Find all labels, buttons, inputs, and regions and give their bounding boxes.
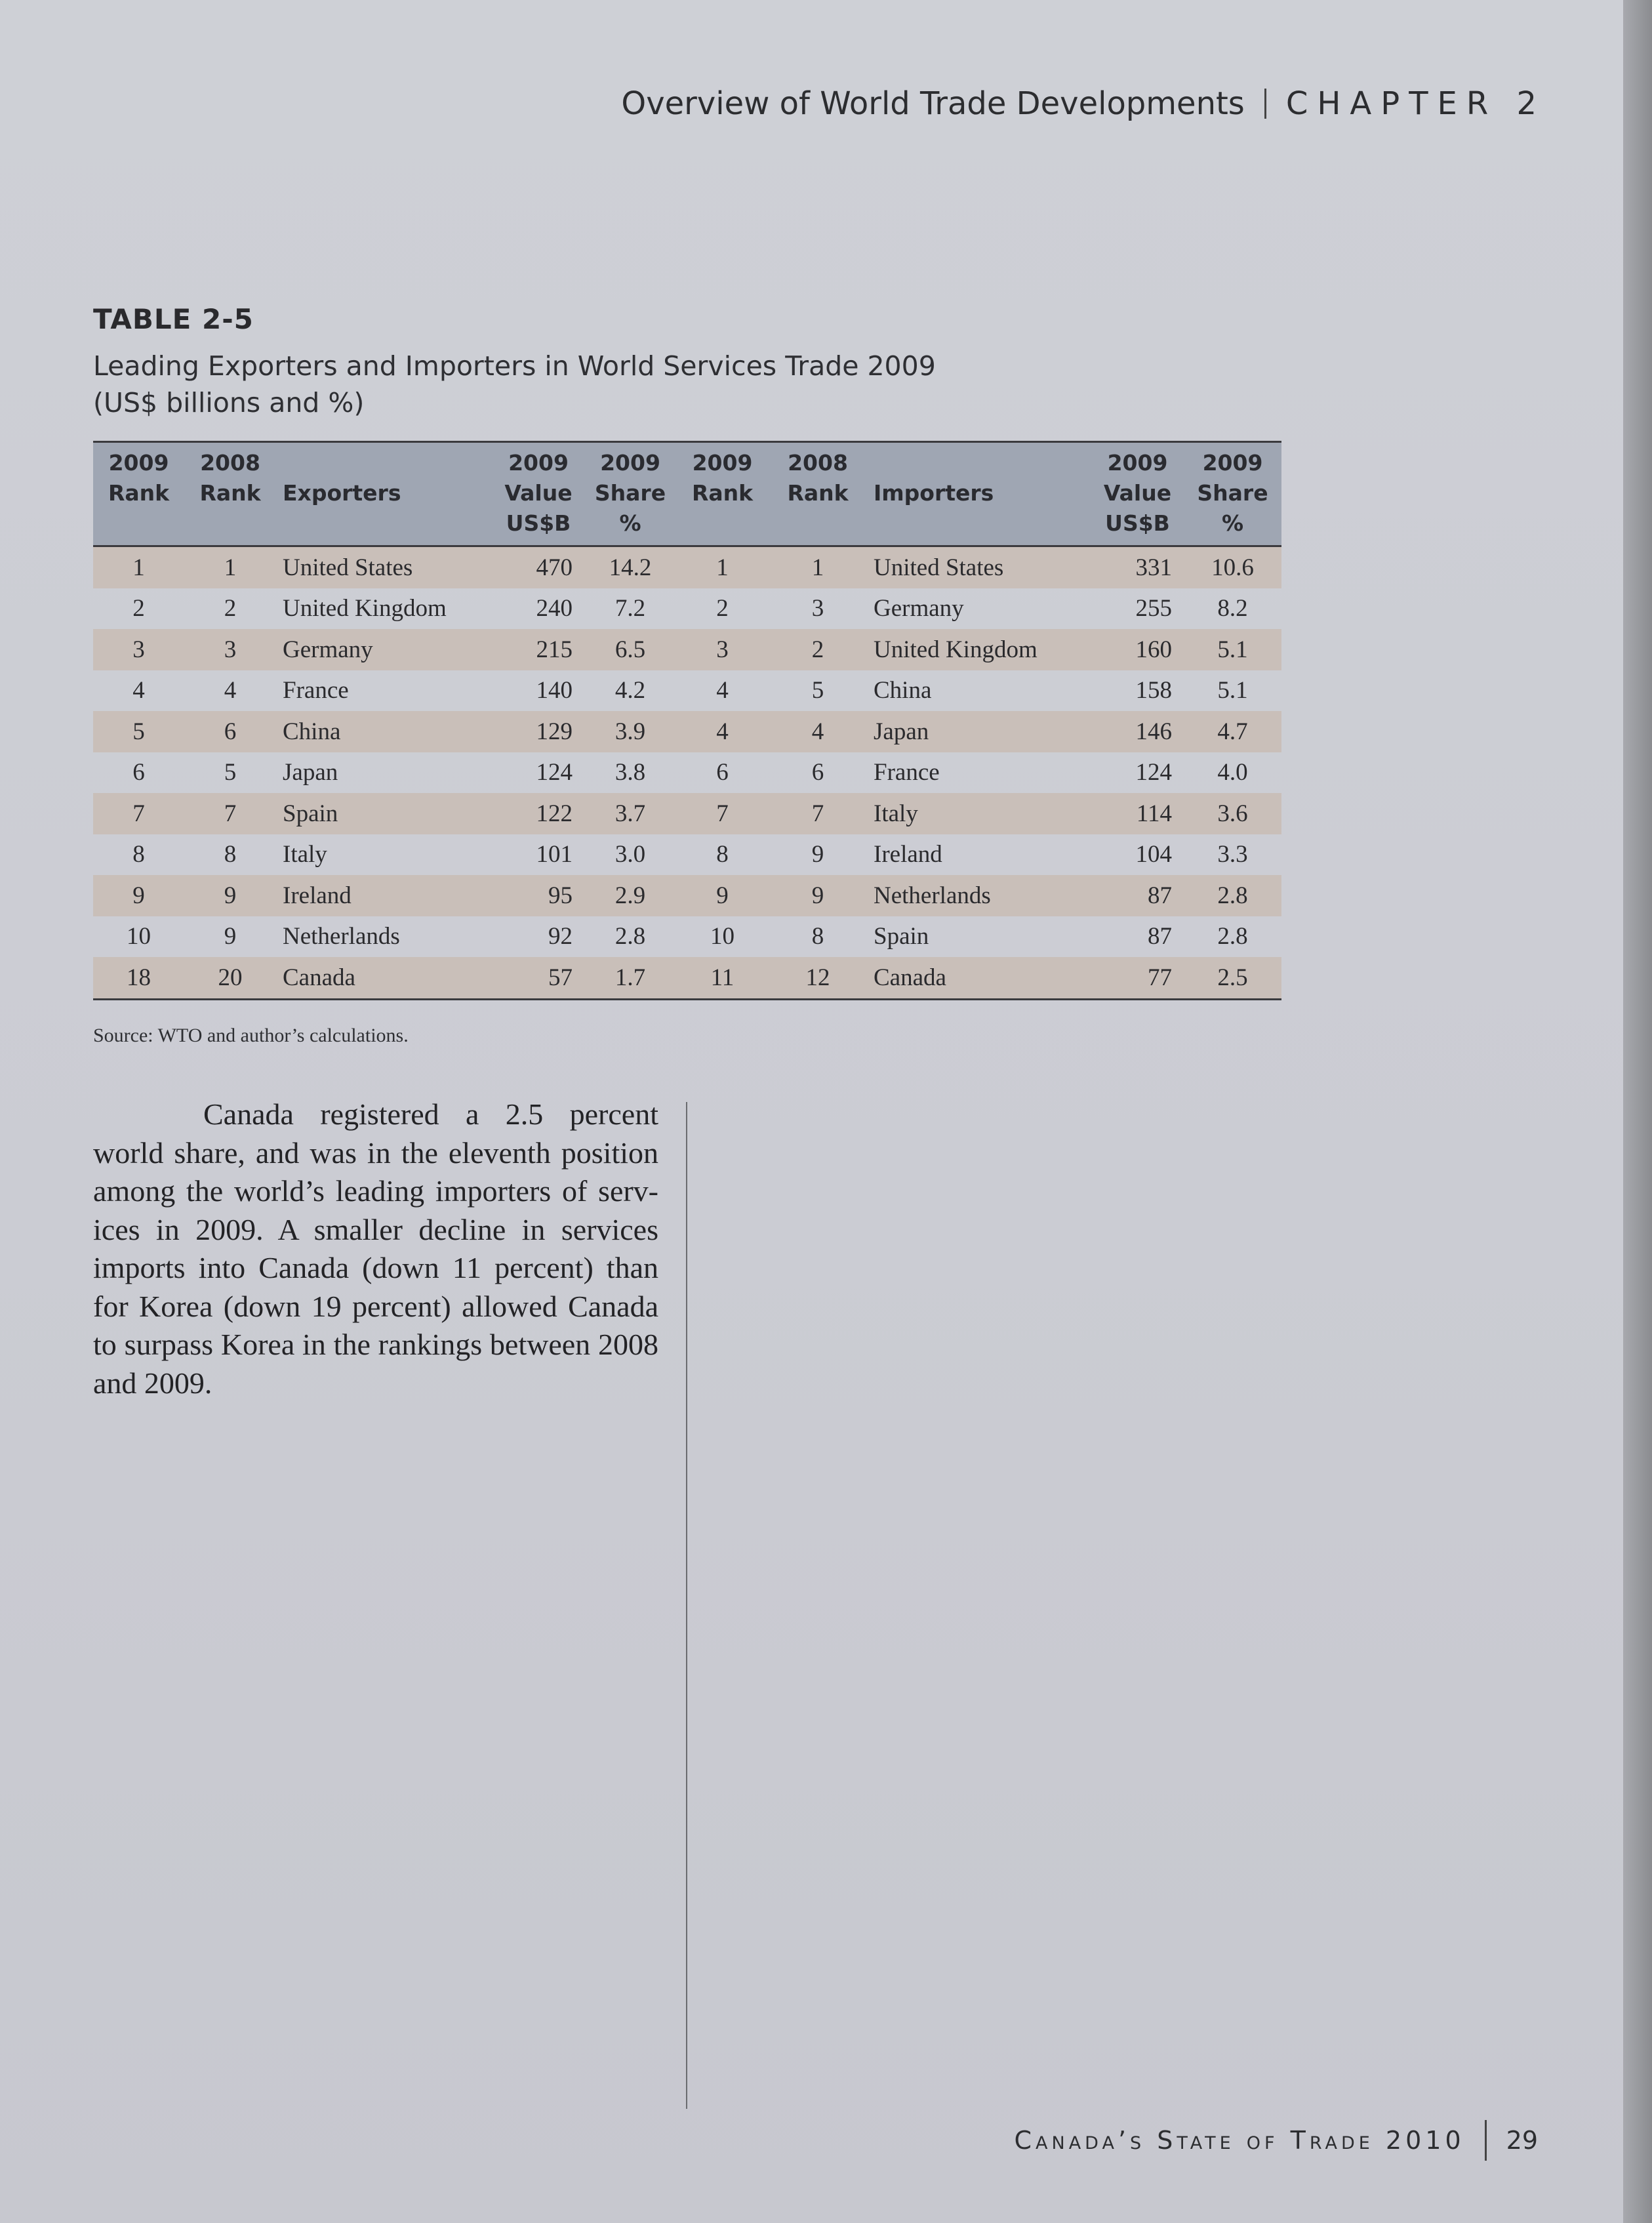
cell-exp-rank-2009: 8 <box>132 841 145 868</box>
cell-imp-share: 3.6 <box>1184 793 1281 834</box>
cell-imp-value: 255 <box>1135 595 1172 622</box>
cell-imp-rank-2009: 10 <box>710 923 735 950</box>
cell-exp-rank-2009: 7 <box>93 793 184 834</box>
cell-exp-rank-2008: 2 <box>224 595 237 622</box>
cell-exp-rank-2008: 7 <box>184 793 276 834</box>
table-row <box>93 793 1281 834</box>
table-row <box>93 711 1281 752</box>
cell-exp-value: 129 <box>493 711 584 752</box>
cell-exp-share: 4.2 <box>614 677 646 704</box>
cell-imp-rank-2008: 12 <box>769 957 867 999</box>
page-number: 29 <box>1506 2126 1538 2155</box>
cell-imp-value: 77 <box>1091 957 1184 999</box>
cell-imp-value: 104 <box>1135 841 1172 868</box>
cell-imp-value: 331 <box>1091 546 1184 588</box>
trade-table <box>93 441 1281 1000</box>
cell-exporter-name: Ireland <box>276 875 493 916</box>
header-imp-rank-2009: 2009 Rank <box>676 442 769 546</box>
cell-exp-share: 14.2 <box>584 546 676 588</box>
cell-exporter-name: Italy <box>283 841 327 868</box>
cell-exp-rank-2008: 4 <box>224 677 237 704</box>
cell-imp-share: 4.7 <box>1184 711 1281 752</box>
cell-exp-share: 6.5 <box>584 629 676 670</box>
table-row <box>93 629 1281 670</box>
cell-imp-rank-2009: 7 <box>676 793 769 834</box>
cell-exporter-name: Canada <box>276 957 493 999</box>
page-footer <box>1015 2120 1538 2161</box>
book-spine <box>1623 0 1652 2223</box>
cell-imp-share: 4.0 <box>1217 759 1248 786</box>
cell-imp-rank-2008: 4 <box>769 711 867 752</box>
cell-exp-value: 240 <box>536 595 573 622</box>
table-source: Source: WTO and author’s calculations. <box>93 1025 409 1046</box>
cell-exp-rank-2009: 6 <box>132 759 145 786</box>
header-exp-share: 2009 Share % <box>584 442 676 546</box>
cell-importer-name: Germany <box>874 595 964 622</box>
header-exp-rank-2008: 2008 Rank <box>184 442 276 546</box>
column-rule <box>686 1102 687 2109</box>
cell-exp-rank-2009: 18 <box>93 957 184 999</box>
table-label: TABLE 2-5 <box>93 303 254 335</box>
cell-exporter-name: Germany <box>276 629 493 670</box>
cell-imp-rank-2009: 1 <box>676 546 769 588</box>
cell-exp-rank-2009: 4 <box>132 677 145 704</box>
cell-imp-rank-2009: 8 <box>716 841 729 868</box>
cell-importer-name: Canada <box>867 957 1091 999</box>
cell-exporter-name: Spain <box>276 793 493 834</box>
cell-importer-name: United Kingdom <box>867 629 1091 670</box>
header-imp-share: 2009 Share % <box>1184 442 1281 546</box>
table-row <box>93 957 1281 999</box>
cell-exp-rank-2008: 6 <box>184 711 276 752</box>
cell-imp-rank-2008: 1 <box>769 546 867 588</box>
running-header <box>621 85 1546 122</box>
cell-imp-rank-2008: 3 <box>811 595 824 622</box>
table-title <box>93 348 1011 421</box>
table-body <box>93 546 1281 1000</box>
table-row <box>93 670 1281 712</box>
cell-imp-rank-2009: 4 <box>716 677 729 704</box>
cell-importer-name: China <box>874 677 932 704</box>
cell-imp-rank-2009: 9 <box>676 875 769 916</box>
table-row <box>93 875 1281 916</box>
cell-imp-rank-2008: 8 <box>811 923 824 950</box>
cell-importer-name: Netherlands <box>867 875 1091 916</box>
table-title-line1: Leading Exporters and Importers in World Services Trade 2009 <box>93 350 936 382</box>
cell-importer-name: Japan <box>867 711 1091 752</box>
cell-imp-value: 160 <box>1091 629 1184 670</box>
header-exporters: Exporters <box>276 442 493 546</box>
table-row <box>93 752 1281 794</box>
header-divider <box>1264 89 1266 119</box>
cell-importer-name: Italy <box>867 793 1091 834</box>
cell-exp-rank-2008: 9 <box>184 875 276 916</box>
cell-exp-value: 122 <box>493 793 584 834</box>
cell-exp-rank-2008: 5 <box>224 759 237 786</box>
cell-exp-share: 3.7 <box>584 793 676 834</box>
cell-imp-value: 146 <box>1091 711 1184 752</box>
cell-imp-rank-2009: 3 <box>676 629 769 670</box>
cell-exp-value: 101 <box>536 841 573 868</box>
header-exp-value: 2009 Value US$B <box>493 442 584 546</box>
body-paragraph: Canada registered a 2.5 percent world share, and was in the eleventh position among the world’s leading importers of serv- ices in 2009. A smaller decline in services imports into Canada (down 11 percent) than for Korea (down 19 percent) allowed Canada to surpass Korea in the rankings between 2008 and 2009. <box>93 1097 658 1400</box>
table-row <box>93 834 1281 876</box>
cell-imp-rank-2008: 9 <box>811 841 824 868</box>
cell-exp-value: 124 <box>536 759 573 786</box>
cell-imp-rank-2008: 9 <box>769 875 867 916</box>
cell-importer-name: United States <box>867 546 1091 588</box>
table-title-line2: (US$ billions and %) <box>93 387 365 418</box>
cell-exp-value: 92 <box>548 923 573 950</box>
cell-imp-rank-2008: 5 <box>811 677 824 704</box>
cell-exp-rank-2008: 20 <box>184 957 276 999</box>
cell-exporter-name: France <box>283 677 349 704</box>
cell-imp-share: 2.8 <box>1217 923 1248 950</box>
cell-imp-share: 3.3 <box>1217 841 1248 868</box>
footer-divider <box>1485 2120 1487 2161</box>
header-importers: Importers <box>867 442 1091 546</box>
cell-exp-value: 215 <box>493 629 584 670</box>
table-row <box>93 588 1281 630</box>
table-header-row <box>93 442 1281 546</box>
cell-exp-share: 1.7 <box>584 957 676 999</box>
cell-imp-share: 5.1 <box>1184 629 1281 670</box>
cell-imp-share: 8.2 <box>1217 595 1248 622</box>
cell-importer-name: France <box>874 759 940 786</box>
cell-imp-share: 2.8 <box>1184 875 1281 916</box>
cell-exp-share: 2.8 <box>614 923 646 950</box>
cell-imp-value: 87 <box>1148 923 1172 950</box>
cell-exp-rank-2008: 9 <box>224 923 237 950</box>
cell-imp-rank-2009: 11 <box>676 957 769 999</box>
chapter-label: CHAPTER 2 <box>1285 85 1546 122</box>
cell-exp-share: 3.9 <box>584 711 676 752</box>
cell-exp-share: 3.8 <box>614 759 646 786</box>
cell-exp-share: 7.2 <box>614 595 646 622</box>
cell-exp-rank-2009: 9 <box>93 875 184 916</box>
publication-title: Canada’s State of Trade 2010 <box>1014 2126 1465 2155</box>
cell-exp-value: 470 <box>493 546 584 588</box>
cell-imp-value: 158 <box>1135 677 1172 704</box>
cell-exporter-name: China <box>276 711 493 752</box>
table-row <box>93 546 1281 588</box>
cell-exp-rank-2009: 3 <box>93 629 184 670</box>
cell-exp-value: 140 <box>536 677 573 704</box>
cell-imp-rank-2009: 2 <box>716 595 729 622</box>
cell-exp-rank-2009: 2 <box>132 595 145 622</box>
table-row <box>93 916 1281 958</box>
cell-imp-value: 87 <box>1091 875 1184 916</box>
cell-exp-rank-2009: 10 <box>127 923 151 950</box>
cell-imp-value: 124 <box>1135 759 1172 786</box>
running-title: Overview of World Trade Developments <box>621 85 1245 122</box>
cell-importer-name: Ireland <box>874 841 942 868</box>
cell-exp-rank-2008: 3 <box>184 629 276 670</box>
cell-imp-rank-2009: 6 <box>716 759 729 786</box>
cell-imp-rank-2008: 6 <box>811 759 824 786</box>
cell-exporter-name: Netherlands <box>283 923 400 950</box>
cell-imp-rank-2009: 4 <box>676 711 769 752</box>
cell-exp-rank-2009: 1 <box>93 546 184 588</box>
cell-imp-share: 10.6 <box>1184 546 1281 588</box>
cell-imp-rank-2008: 7 <box>769 793 867 834</box>
header-imp-rank-2008: 2008 Rank <box>769 442 867 546</box>
cell-exp-rank-2009: 5 <box>93 711 184 752</box>
cell-exp-share: 3.0 <box>614 841 646 868</box>
cell-exp-value: 95 <box>493 875 584 916</box>
header-imp-value: 2009 Value US$B <box>1091 442 1184 546</box>
cell-exp-share: 2.9 <box>584 875 676 916</box>
cell-exp-value: 57 <box>493 957 584 999</box>
cell-imp-rank-2008: 2 <box>769 629 867 670</box>
cell-exporter-name: United Kingdom <box>283 595 447 622</box>
cell-exp-rank-2008: 8 <box>224 841 237 868</box>
cell-imp-share: 5.1 <box>1217 677 1248 704</box>
cell-importer-name: Spain <box>874 923 929 950</box>
cell-exporter-name: Japan <box>283 759 338 786</box>
cell-exporter-name: United States <box>276 546 493 588</box>
cell-exp-rank-2008: 1 <box>184 546 276 588</box>
header-exp-rank-2009: 2009 Rank <box>93 442 184 546</box>
cell-imp-value: 114 <box>1091 793 1184 834</box>
cell-imp-share: 2.5 <box>1184 957 1281 999</box>
